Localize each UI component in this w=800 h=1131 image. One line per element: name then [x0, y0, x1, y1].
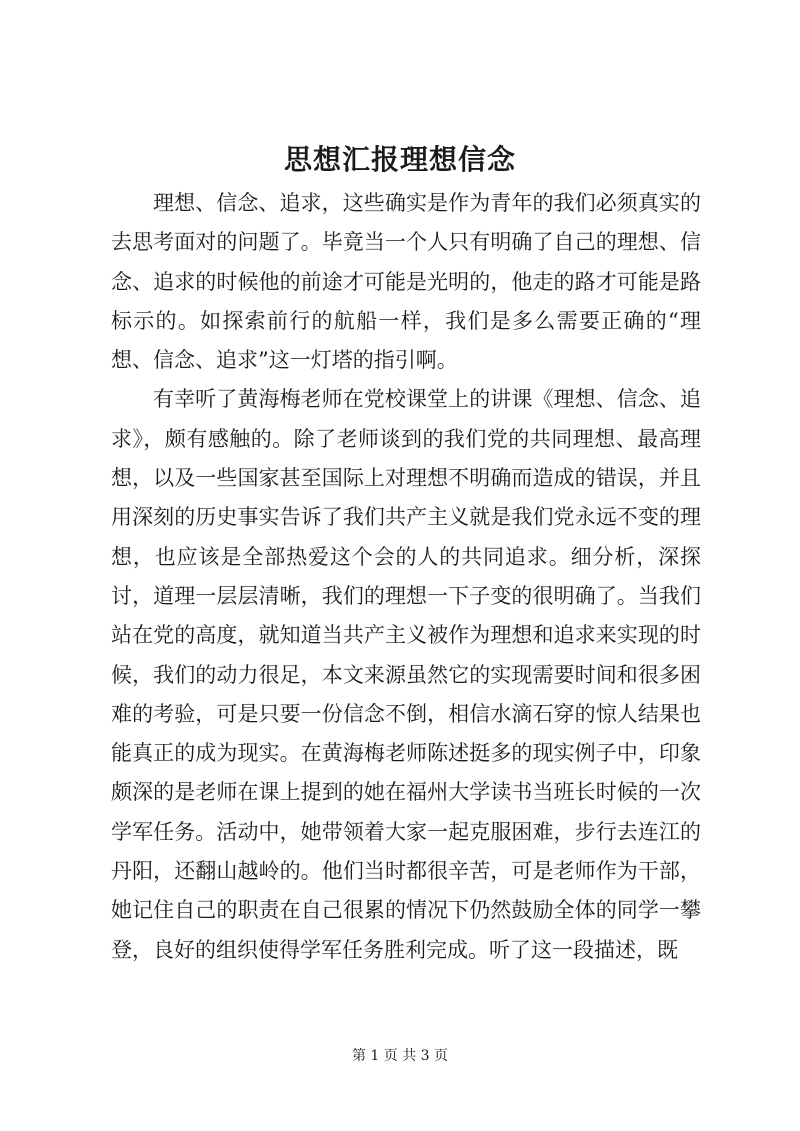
- page-footer: 第 1 页 共 3 页: [351, 1048, 449, 1064]
- paragraph-2: 有幸听了黄海梅老师在党校课堂上的讲课《理想、信念、追求》，颇有感触的。除了老师谈到的我们党的共同理想、最高理想，以及一些国家甚至国际上对理想不明确而造成的错误，并且用深刻的历史事实告诉了我们共产主义就是我们党永远不变的理想，也应该是全部热爱这个会的人的共同追求。细分析，深探讨，道理一层层清晰，我们的理想一下子变的很明确了。当我们站在党的高度，就知道当共产主义被作为理想和追求来实现的时候，我们的动力很足，本文来源虽然它的实现需要时间和很多困难的考验，可是只要一份信念不倒，相信水滴石穿的惊人结果也能真正的成为现实。在黄海梅老师陈述挺多的现实例子中，印象颇深的是老师在课上提到的她在福州大学读书当班长时候的一次学军任务。活动中，她带领着大家一起克服困难，步行去连江的丹阳，还翻山越岭的。他们当时都很辛苦，可是老师作为干部，她记住自己的职责在自己很累的情况下仍然鼓励全体的同学一攀登，良好的组织使得学军任务胜利完成。听了这一段描述，既: [111, 387, 701, 962]
- paragraph-1: 理想、信念、追求，这些确实是作为青年的我们必须真实的去思考面对的问题了。毕竟当一个人只有明确了自己的理想、信念、追求的时候他的前途才可能是光明的，他走的路才可能是路标示的。如探索前行的航船一样，我们是多么需要正确的“理想、信念、追求”这一灯塔的指引啊。: [111, 191, 701, 373]
- document-title: 思想汇报理想信念: [283, 143, 516, 176]
- document-body: [111, 184, 701, 970]
